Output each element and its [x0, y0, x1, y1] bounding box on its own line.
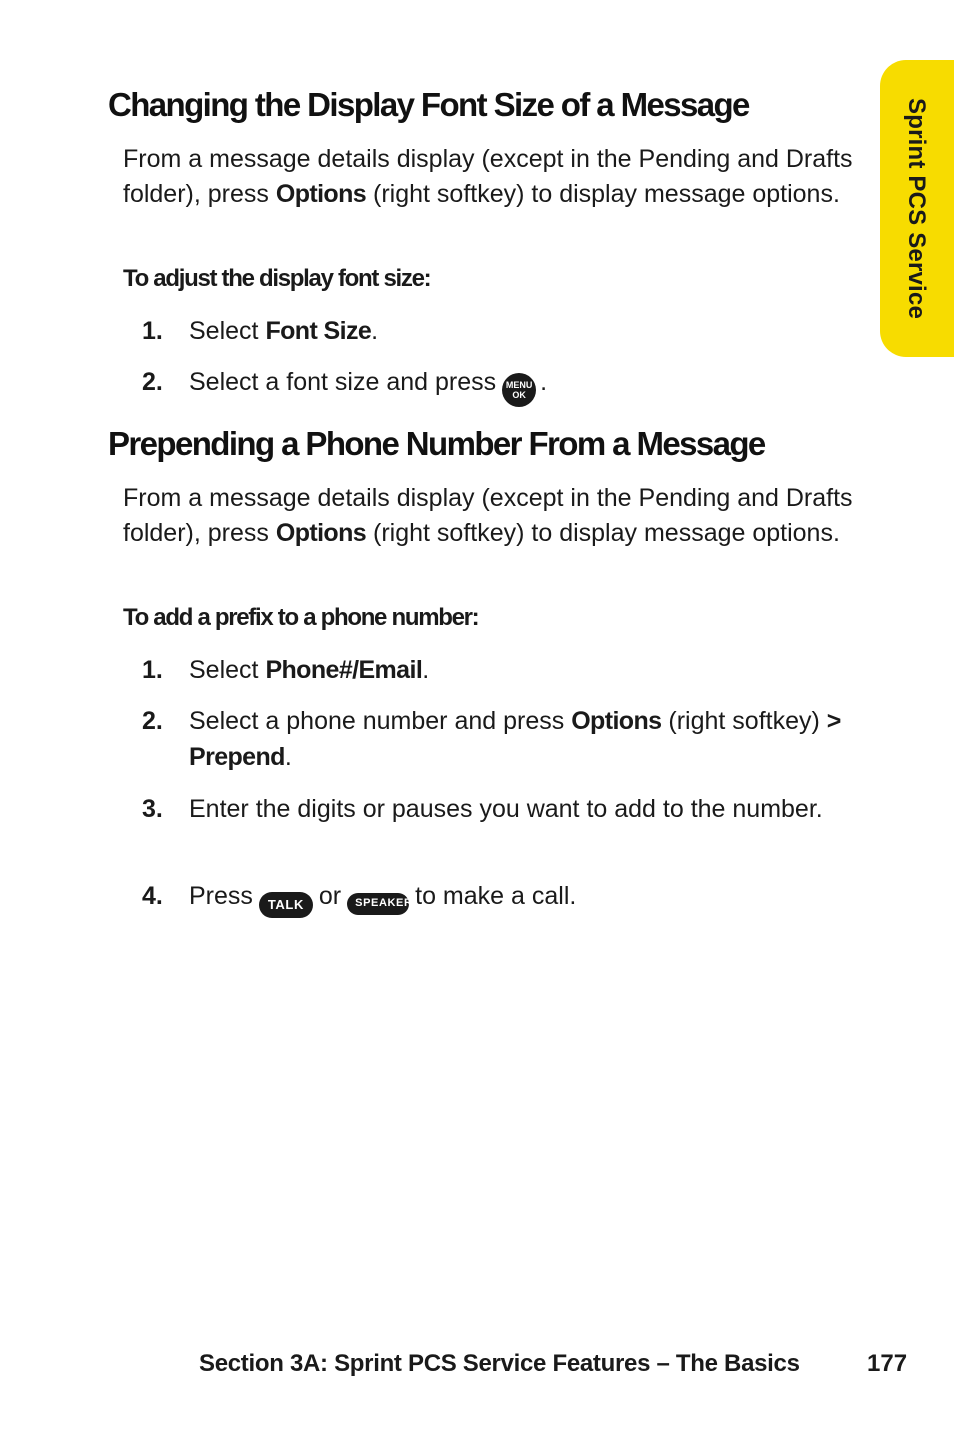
- step-text: Select Font Size.: [189, 317, 379, 345]
- phone-email-label: Phone#/Email: [265, 656, 423, 684]
- side-tab: [880, 60, 954, 357]
- options-label: Options: [275, 518, 367, 547]
- speaker-key-icon: SPEAKER: [347, 893, 409, 915]
- step-number: 2.: [142, 707, 163, 735]
- menu-ok-key-icon: MENU OK: [502, 373, 536, 407]
- font-size-label: Font Size: [265, 317, 372, 345]
- section-heading-prepend: Prepending a Phone Number From a Message: [108, 425, 765, 462]
- sub-heading-add-prefix: To add a prefix to a phone number:: [123, 604, 479, 631]
- section-heading-font-size: Changing the Display Font Size of a Message: [108, 86, 749, 123]
- options-label: Options: [571, 707, 662, 735]
- prepend-label: > Prepend: [189, 707, 841, 771]
- step-text: Select a font size and press MENU OK .: [189, 364, 864, 407]
- side-tab-label: Sprint PCS Service: [903, 98, 930, 320]
- page-number: 177: [867, 1350, 908, 1377]
- step-number: 1.: [142, 317, 163, 345]
- step-text: Select a phone number and press Options (right softkey) > Prepend.: [189, 707, 841, 771]
- step-text: Enter the digits or pauses you want to add to the number.: [189, 795, 823, 823]
- step-number: 1.: [142, 656, 163, 684]
- talk-key-icon: TALK: [259, 892, 313, 918]
- footer-section-title: Section 3A: Sprint PCS Service Features – The Basics: [199, 1350, 800, 1377]
- step-text: Select Phone#/Email.: [189, 656, 430, 684]
- section-intro-font-size: From a message details display (except in the Pending and Drafts folder), press Options (right softkey) to display message options.: [123, 145, 853, 208]
- options-label: Options: [275, 179, 367, 208]
- step-number: 3.: [142, 795, 163, 823]
- section-intro-prepend: From a message details display (except in the Pending and Drafts folder), press Options (right softkey) to display message options.: [123, 484, 853, 547]
- step-number: 2.: [142, 368, 163, 396]
- sub-heading-adjust-font: To adjust the display font size:: [123, 265, 431, 292]
- step-number: 4.: [142, 882, 163, 910]
- step-text: Press TALK or SPEAKER to make a call.: [189, 878, 864, 918]
